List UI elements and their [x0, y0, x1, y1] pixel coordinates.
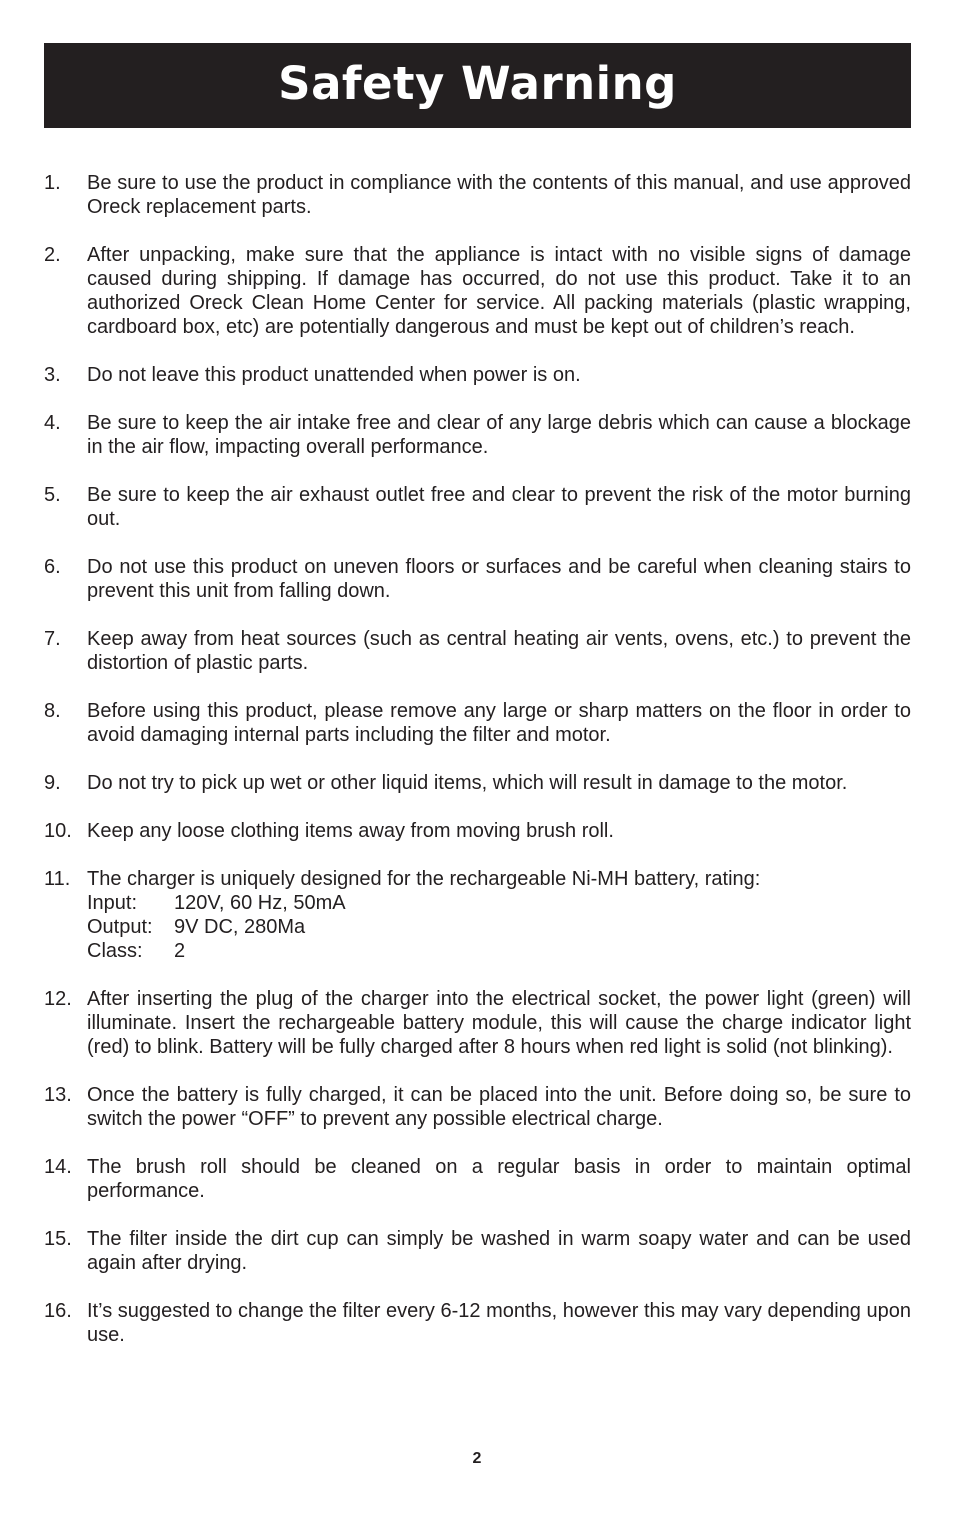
item-number: 6. — [44, 556, 61, 578]
list-item — [44, 171, 911, 219]
spec-value: 9V DC, 280Ma — [174, 916, 306, 938]
list-item — [44, 771, 911, 795]
list-item — [44, 867, 911, 963]
item-text: The brush roll should be cleaned on a regular basis in order to maintain optimal performance. — [87, 1156, 911, 1202]
item-number: 11. — [44, 868, 71, 890]
spec-row-class — [87, 939, 911, 963]
list-item — [44, 1227, 911, 1275]
list-item — [44, 627, 911, 675]
item-number: 8. — [44, 700, 61, 722]
item-text: After unpacking, make sure that the appliance is intact with no visible signs of damage caused during shipping. If damage has occurred, do not use this product. Take it to an authorized Oreck Clean Home Center for service. All packing materials (plastic wrapping, cardboard box, etc) are potentially dangerous and must be kept out of children’s reach. — [87, 244, 911, 338]
list-item — [44, 1299, 911, 1347]
spec-row-output — [87, 915, 911, 939]
item-text: It’s suggested to change the filter every 6-12 months, however this may vary depending upon use. — [87, 1300, 911, 1346]
list-item — [44, 819, 911, 843]
spec-label: Class: — [87, 940, 143, 962]
item-text: Be sure to keep the air intake free and clear of any large debris which can cause a blockage in the air flow, impacting overall performance. — [87, 412, 911, 458]
item-text: Do not use this product on uneven floors or surfaces and be careful when cleaning stairs to prevent this unit from falling down. — [87, 556, 911, 602]
list-item — [44, 699, 911, 747]
item-number: 13. — [44, 1084, 72, 1106]
item-text: The filter inside the dirt cup can simply be washed in warm soapy water and can be used again after drying. — [87, 1228, 911, 1274]
item-number: 4. — [44, 412, 61, 434]
list-item — [44, 555, 911, 603]
item-number: 5. — [44, 484, 61, 506]
item-text: Keep any loose clothing items away from moving brush roll. — [87, 820, 614, 842]
spec-label: Output: — [87, 916, 153, 938]
item-text: Once the battery is fully charged, it can be placed into the unit. Before doing so, be sure to switch the power “OFF” to prevent any possible electrical charge. — [87, 1084, 911, 1130]
item-number: 14. — [44, 1156, 72, 1178]
spec-value: 120V, 60 Hz, 50mA — [174, 892, 346, 914]
list-item — [44, 987, 911, 1059]
item-number: 3. — [44, 364, 61, 386]
page-number: 2 — [472, 1450, 482, 1467]
item-text: Keep away from heat sources (such as central heating air vents, ovens, etc.) to prevent the distortion of plastic parts. — [87, 628, 911, 674]
item-number: 16. — [44, 1300, 72, 1322]
list-item — [44, 243, 911, 339]
spec-row-input — [87, 891, 911, 915]
item-number: 1. — [44, 172, 61, 194]
title-banner — [44, 43, 911, 128]
item-text: Do not leave this product unattended when power is on. — [87, 364, 581, 386]
list-item — [44, 363, 911, 387]
list-item — [44, 411, 911, 459]
list-item — [44, 1155, 911, 1203]
item-text: Be sure to use the product in compliance with the contents of this manual, and use approved Oreck replacement parts. — [87, 172, 911, 218]
item-text: The charger is uniquely designed for the rechargeable Ni-MH battery, rating: — [87, 868, 761, 890]
safety-warning-list — [44, 171, 911, 1371]
list-item — [44, 483, 911, 531]
item-text: Before using this product, please remove any large or sharp matters on the floor in order to avoid damaging internal parts including the filter and motor. — [87, 700, 911, 746]
page-title: Safety Warning — [278, 57, 677, 110]
item-number: 9. — [44, 772, 61, 794]
item-number: 15. — [44, 1228, 72, 1250]
spec-value: 2 — [174, 940, 186, 962]
item-number: 10. — [44, 820, 72, 842]
spec-label: Input: — [87, 892, 138, 914]
item-number: 12. — [44, 988, 72, 1010]
list-item — [44, 1083, 911, 1131]
item-text: Do not try to pick up wet or other liquid items, which will result in damage to the motor. — [87, 772, 848, 794]
item-number: 7. — [44, 628, 61, 650]
item-text: Be sure to keep the air exhaust outlet free and clear to prevent the risk of the motor burning out. — [87, 484, 911, 530]
item-number: 2. — [44, 244, 61, 266]
item-text: After inserting the plug of the charger into the electrical socket, the power light (green) will illuminate. Insert the rechargeable battery module, this will cause the charge indicator light (red) to blink. Battery will be fully charged after 8 hours when red light is solid (not blinking). — [87, 988, 911, 1058]
